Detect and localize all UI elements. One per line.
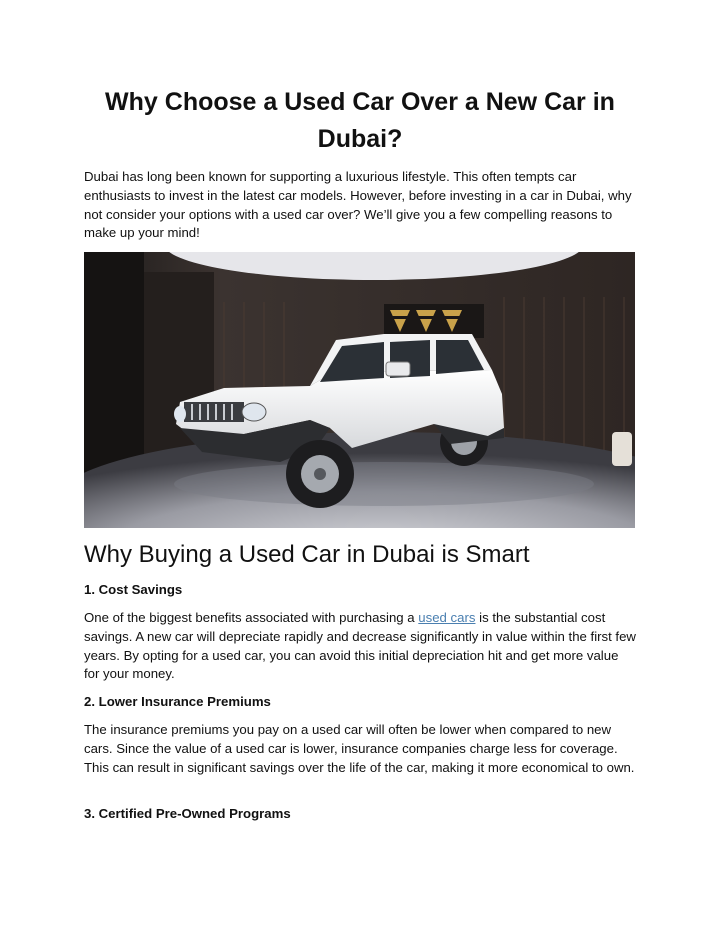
paragraph-text: is the substantial cost savings. A new car will depreciate rapidly and decrease significantly in value within the first few years. By opting for a used car, you can avoid this initial depreciation hit and get more value for your money.: [84, 610, 636, 682]
showroom-logo: [384, 304, 484, 338]
hero-image: [84, 252, 635, 528]
point-paragraph-insurance: The insurance premiums you pay on a used car will often be lower when compared to new cars. Since the value of a used car is lower, insurance companies charge less for coverage. This can result in significant savings over the life of the car, making it more economical to own.: [84, 722, 635, 775]
page-title: Why Choose a Used Car Over a New Car in Dubai?: [105, 88, 615, 153]
paragraph-text: One of the biggest benefits associated with purchasing a: [84, 610, 419, 625]
point-heading-certified: 3. Certified Pre-Owned Programs: [84, 806, 291, 821]
intro-paragraph: Dubai has long been known for supporting a luxurious lifestyle. This often tempts car enthusiasts to invest in the latest car models. However, before investing in a car in Dubai, why not consider your options with a used car over? We’ll give you a few compelling reasons to make up your mind!: [84, 169, 632, 241]
used-cars-link[interactable]: used cars: [418, 610, 476, 625]
suv-showroom-photo: [84, 252, 635, 528]
point-heading-insurance: 2. Lower Insurance Premiums: [84, 694, 271, 709]
point-heading-cost-savings: 1. Cost Savings: [84, 582, 183, 597]
point-paragraph-cost-savings: [84, 609, 636, 684]
section-heading: Why Buying a Used Car in Dubai is Smart: [84, 541, 530, 568]
